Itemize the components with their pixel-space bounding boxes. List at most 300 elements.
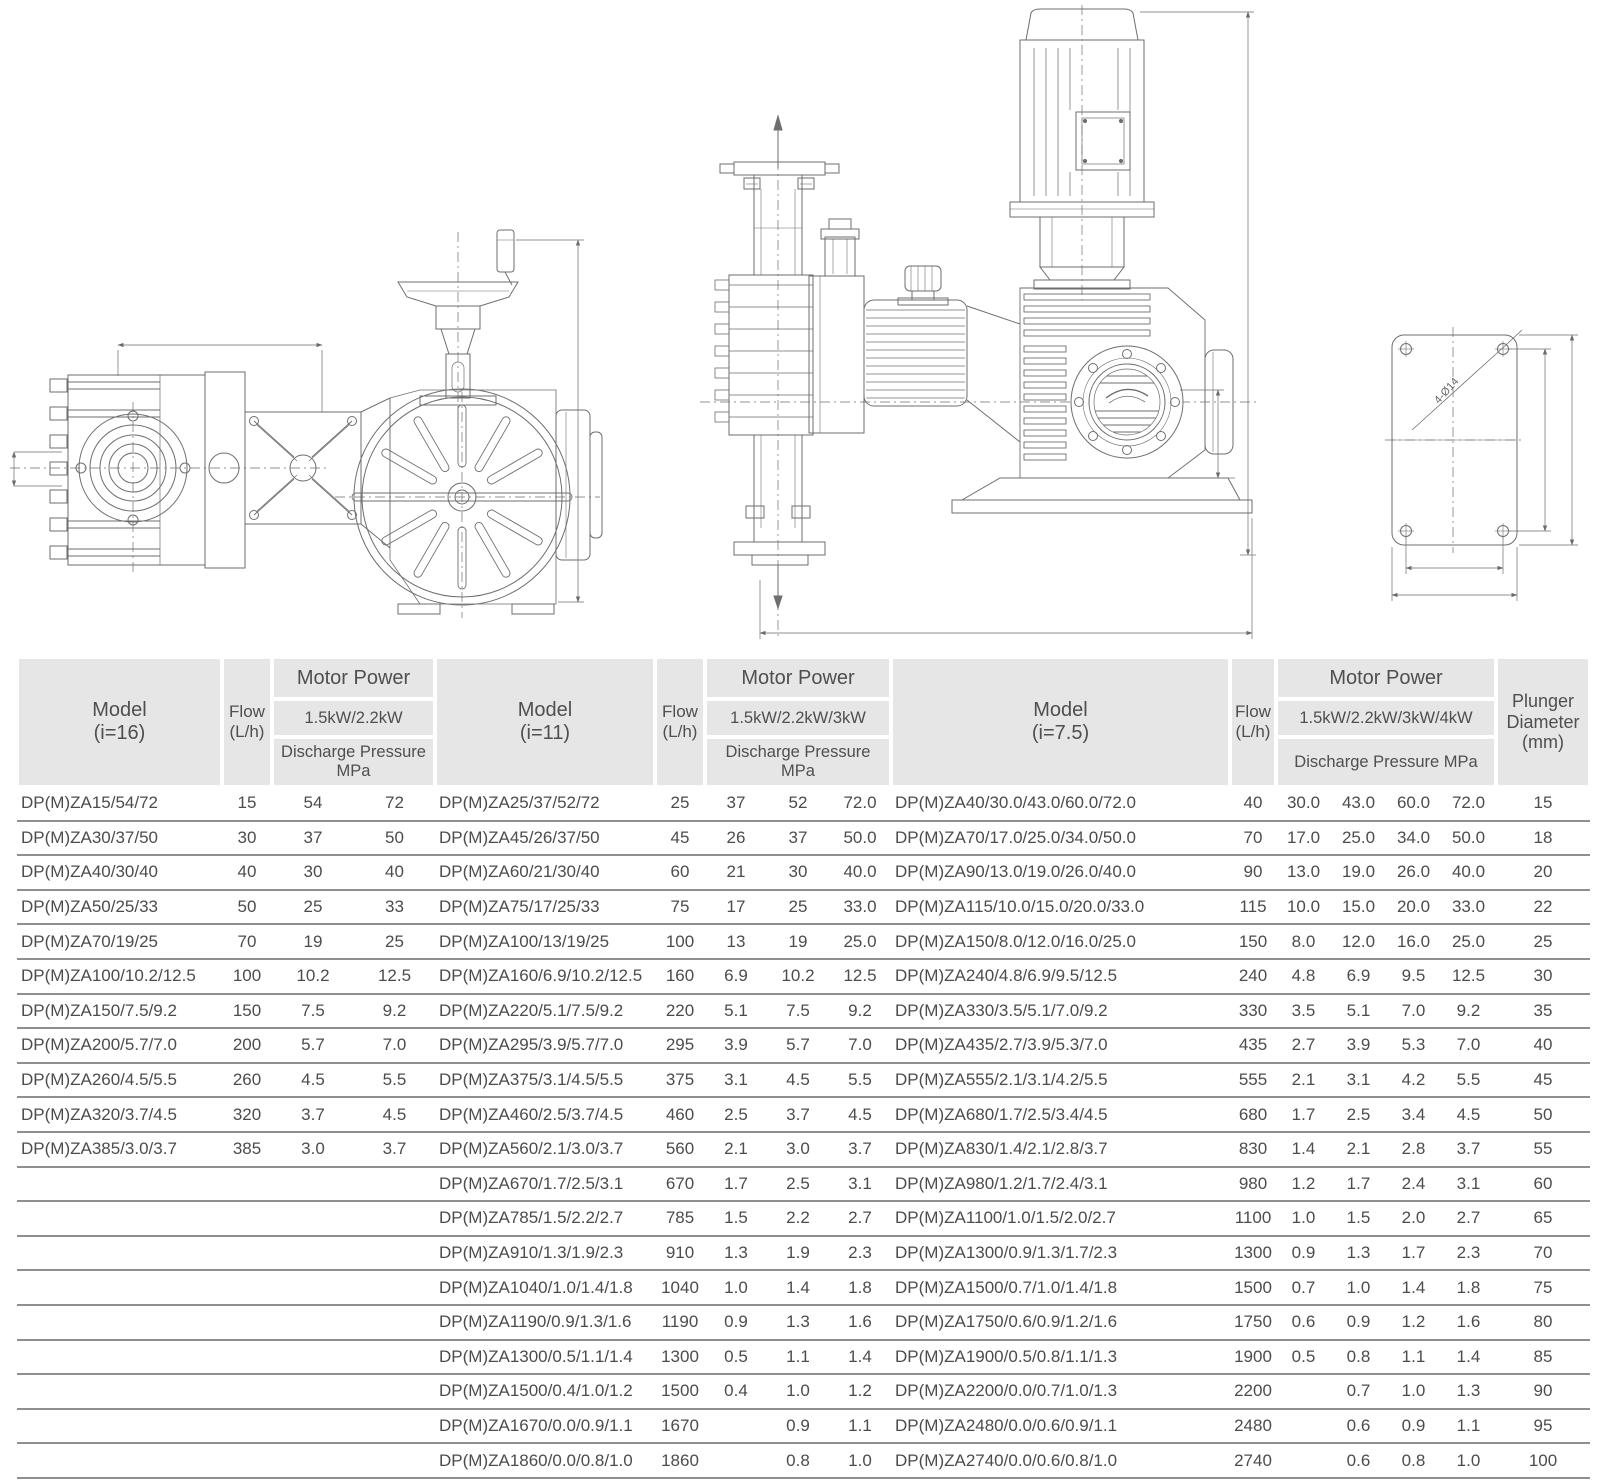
header-flow-i75 — [1230, 657, 1276, 787]
value-cell: 3.4 — [1386, 1098, 1441, 1133]
value-cell: 5.3 — [1386, 1029, 1441, 1064]
value-cell: 25 — [1496, 925, 1590, 960]
model-label: Model — [517, 699, 573, 721]
value-cell: 4.2 — [1386, 1064, 1441, 1099]
value-cell: 90 — [1230, 856, 1276, 891]
header-kw-i16: 1.5kW/2.2kW — [272, 699, 435, 737]
value-cell: 260 — [222, 1064, 272, 1099]
value-cell: 1750 — [1230, 1306, 1276, 1341]
value-cell: 72 — [354, 787, 435, 822]
value-cell: 3.1 — [1441, 1168, 1496, 1203]
ratio-label: (i=16) — [93, 722, 146, 744]
discharge-label-1: Discharge Pressure — [281, 743, 426, 762]
header-plunger-diameter — [1496, 657, 1590, 787]
value-cell: 5.7 — [272, 1029, 354, 1064]
value-cell: 1500 — [655, 1375, 705, 1410]
value-cell: 1.7 — [705, 1168, 767, 1203]
value-cell: 20.0 — [1386, 891, 1441, 926]
value-cell: 2.1 — [1331, 1133, 1386, 1168]
value-cell: 0.5 — [705, 1341, 767, 1376]
value-cell: 5.7 — [767, 1029, 829, 1064]
value-cell: 54 — [272, 787, 354, 822]
value-cell: 33.0 — [1441, 891, 1496, 926]
discharge-label-2: MPa — [781, 762, 815, 780]
model-cell: DP(M)ZA670/1.7/2.5/3.1 — [435, 1168, 655, 1203]
flow-label: Flow — [662, 702, 698, 722]
model-cell: DP(M)ZA115/10.0/15.0/20.0/33.0 — [891, 891, 1230, 926]
model-cell: DP(M)ZA560/2.1/3.0/3.7 — [435, 1133, 655, 1168]
model-cell: DP(M)ZA25/37/52/72 — [435, 787, 655, 822]
table-row — [17, 1410, 1590, 1445]
model-cell: DP(M)ZA70/17.0/25.0/34.0/50.0 — [891, 822, 1230, 857]
value-cell: 2.7 — [829, 1202, 891, 1237]
value-cell: 30.0 — [1276, 787, 1331, 822]
value-cell: 5.5 — [354, 1064, 435, 1099]
model-cell: DP(M)ZA295/3.9/5.7/7.0 — [435, 1029, 655, 1064]
value-cell: 55 — [1496, 1133, 1590, 1168]
value-cell: 375 — [655, 1064, 705, 1099]
value-cell: 10.2 — [767, 960, 829, 995]
value-cell: 1.1 — [1441, 1410, 1496, 1445]
value-cell: 33 — [354, 891, 435, 926]
model-cell: DP(M)ZA1500/0.7/1.0/1.4/1.8 — [891, 1271, 1230, 1306]
value-cell: 1.9 — [767, 1237, 829, 1272]
value-cell: 6.9 — [705, 960, 767, 995]
value-cell: 3.1 — [1331, 1064, 1386, 1099]
value-cell: 15.0 — [1331, 891, 1386, 926]
model-cell: DP(M)ZA2200/0.0/0.7/1.0/1.3 — [891, 1375, 1230, 1410]
table-row — [17, 1444, 1590, 1479]
value-cell: 100 — [655, 925, 705, 960]
value-cell — [1276, 1444, 1331, 1479]
value-cell — [272, 1168, 354, 1203]
value-cell: 1500 — [1230, 1271, 1276, 1306]
value-cell: 9.2 — [829, 995, 891, 1030]
value-cell — [354, 1237, 435, 1272]
value-cell: 0.5 — [1276, 1341, 1331, 1376]
value-cell: 50 — [222, 891, 272, 926]
table-row — [17, 1168, 1590, 1203]
table-row — [17, 856, 1590, 891]
model-cell — [17, 1410, 222, 1445]
value-cell: 3.7 — [1441, 1133, 1496, 1168]
table-row — [17, 1064, 1590, 1099]
value-cell: 21 — [705, 856, 767, 891]
table-row — [17, 1271, 1590, 1306]
header-discharge-i75: Discharge Pressure MPa — [1276, 737, 1496, 787]
value-cell: 50 — [354, 822, 435, 857]
model-cell: DP(M)ZA1190/0.9/1.3/1.6 — [435, 1306, 655, 1341]
value-cell: 1190 — [655, 1306, 705, 1341]
value-cell: 1300 — [1230, 1237, 1276, 1272]
value-cell: 72.0 — [829, 787, 891, 822]
value-cell: 19 — [767, 925, 829, 960]
model-cell: DP(M)ZA220/5.1/7.5/9.2 — [435, 995, 655, 1030]
value-cell: 10.2 — [272, 960, 354, 995]
value-cell: 1.4 — [1276, 1133, 1331, 1168]
value-cell: 40 — [354, 856, 435, 891]
value-cell: 35 — [1496, 995, 1590, 1030]
header-model-i11 — [435, 657, 655, 787]
value-cell: 7.0 — [1441, 1029, 1496, 1064]
model-cell: DP(M)ZA70/19/25 — [17, 925, 222, 960]
header-discharge-i11 — [705, 737, 891, 787]
model-cell: DP(M)ZA90/13.0/19.0/26.0/40.0 — [891, 856, 1230, 891]
value-cell: 45 — [655, 822, 705, 857]
value-cell: 34.0 — [1386, 822, 1441, 857]
value-cell — [354, 1306, 435, 1341]
value-cell: 7.0 — [1386, 995, 1441, 1030]
table-row — [17, 1029, 1590, 1064]
value-cell: 0.8 — [1331, 1341, 1386, 1376]
value-cell: 910 — [655, 1237, 705, 1272]
value-cell — [354, 1375, 435, 1410]
value-cell: 75 — [655, 891, 705, 926]
value-cell — [272, 1375, 354, 1410]
value-cell: 0.6 — [1276, 1306, 1331, 1341]
value-cell: 50.0 — [829, 822, 891, 857]
value-cell: 6.9 — [1331, 960, 1386, 995]
value-cell: 1.6 — [1441, 1306, 1496, 1341]
value-cell: 115 — [1230, 891, 1276, 926]
value-cell: 75 — [1496, 1271, 1590, 1306]
value-cell: 26.0 — [1386, 856, 1441, 891]
value-cell: 25 — [655, 787, 705, 822]
model-cell: DP(M)ZA40/30.0/43.0/60.0/72.0 — [891, 787, 1230, 822]
value-cell: 25.0 — [1441, 925, 1496, 960]
value-cell: 45 — [1496, 1064, 1590, 1099]
value-cell: 1.1 — [829, 1410, 891, 1445]
value-cell: 80 — [1496, 1306, 1590, 1341]
drawing-side-view — [10, 230, 602, 618]
model-cell: DP(M)ZA240/4.8/6.9/9.5/12.5 — [891, 960, 1230, 995]
value-cell: 5.5 — [1441, 1064, 1496, 1099]
value-cell: 3.7 — [829, 1133, 891, 1168]
value-cell: 1.0 — [1276, 1202, 1331, 1237]
value-cell: 3.7 — [767, 1098, 829, 1133]
value-cell: 19 — [272, 925, 354, 960]
value-cell: 15 — [1496, 787, 1590, 822]
model-cell: DP(M)ZA100/13/19/25 — [435, 925, 655, 960]
value-cell: 0.9 — [1386, 1410, 1441, 1445]
value-cell: 460 — [655, 1098, 705, 1133]
value-cell: 1.8 — [1441, 1271, 1496, 1306]
value-cell: 1670 — [655, 1410, 705, 1445]
value-cell: 2.2 — [767, 1202, 829, 1237]
value-cell: 3.5 — [1276, 995, 1331, 1030]
table-row — [17, 1306, 1590, 1341]
model-cell: DP(M)ZA1100/1.0/1.5/2.0/2.7 — [891, 1202, 1230, 1237]
value-cell: 25.0 — [1331, 822, 1386, 857]
value-cell: 1.5 — [705, 1202, 767, 1237]
value-cell: 13.0 — [1276, 856, 1331, 891]
value-cell: 220 — [655, 995, 705, 1030]
value-cell: 2200 — [1230, 1375, 1276, 1410]
value-cell: 1300 — [655, 1341, 705, 1376]
value-cell: 3.7 — [354, 1133, 435, 1168]
ratio-label: (i=11) — [519, 722, 571, 744]
value-cell: 1.3 — [1441, 1375, 1496, 1410]
value-cell: 60 — [655, 856, 705, 891]
value-cell: 150 — [1230, 925, 1276, 960]
value-cell: 9.5 — [1386, 960, 1441, 995]
ratio-label: (i=7.5) — [1031, 722, 1090, 744]
value-cell: 100 — [1496, 1444, 1590, 1479]
value-cell: 9.2 — [354, 995, 435, 1030]
model-cell: DP(M)ZA200/5.7/7.0 — [17, 1029, 222, 1064]
value-cell: 12.0 — [1331, 925, 1386, 960]
value-cell: 40.0 — [829, 856, 891, 891]
value-cell: 2740 — [1230, 1444, 1276, 1479]
value-cell — [222, 1237, 272, 1272]
value-cell: 70 — [1230, 822, 1276, 857]
model-cell: DP(M)ZA435/2.7/3.9/5.3/7.0 — [891, 1029, 1230, 1064]
value-cell — [272, 1202, 354, 1237]
value-cell: 43.0 — [1331, 787, 1386, 822]
value-cell: 60.0 — [1386, 787, 1441, 822]
model-cell: DP(M)ZA1300/0.9/1.3/1.7/2.3 — [891, 1237, 1230, 1272]
value-cell: 30 — [222, 822, 272, 857]
value-cell: 7.5 — [767, 995, 829, 1030]
header-discharge-i16 — [272, 737, 435, 787]
table-row — [17, 1237, 1590, 1272]
model-cell: DP(M)ZA1500/0.4/1.0/1.2 — [435, 1375, 655, 1410]
discharge-label-2: MPa — [336, 762, 371, 780]
model-cell: DP(M)ZA785/1.5/2.2/2.7 — [435, 1202, 655, 1237]
value-cell: 385 — [222, 1133, 272, 1168]
value-cell: 25.0 — [829, 925, 891, 960]
value-cell: 12.5 — [1441, 960, 1496, 995]
model-cell — [17, 1271, 222, 1306]
value-cell: 25 — [767, 891, 829, 926]
model-cell: DP(M)ZA1860/0.0/0.8/1.0 — [435, 1444, 655, 1479]
model-cell: DP(M)ZA460/2.5/3.7/4.5 — [435, 1098, 655, 1133]
value-cell — [354, 1202, 435, 1237]
value-cell: 4.5 — [767, 1064, 829, 1099]
value-cell: 1.3 — [1331, 1237, 1386, 1272]
value-cell: 150 — [222, 995, 272, 1030]
value-cell: 5.1 — [705, 995, 767, 1030]
value-cell: 30 — [1496, 960, 1590, 995]
plunger-label-1: Plunger — [1511, 690, 1575, 711]
model-cell: DP(M)ZA555/2.1/3.1/4.2/5.5 — [891, 1064, 1230, 1099]
model-cell: DP(M)ZA150/8.0/12.0/16.0/25.0 — [891, 925, 1230, 960]
model-cell: DP(M)ZA260/4.5/5.5 — [17, 1064, 222, 1099]
value-cell: 1.0 — [829, 1444, 891, 1479]
value-cell — [222, 1168, 272, 1203]
model-cell: DP(M)ZA385/3.0/3.7 — [17, 1133, 222, 1168]
value-cell: 2.8 — [1386, 1133, 1441, 1168]
model-cell: DP(M)ZA2740/0.0/0.6/0.8/1.0 — [891, 1444, 1230, 1479]
flow-unit-label: (L/h) — [1235, 722, 1271, 741]
value-cell: 2.5 — [705, 1098, 767, 1133]
value-cell: 0.9 — [767, 1410, 829, 1445]
value-cell: 2.7 — [1441, 1202, 1496, 1237]
value-cell: 555 — [1230, 1064, 1276, 1099]
model-cell: DP(M)ZA50/25/33 — [17, 891, 222, 926]
model-cell — [17, 1237, 222, 1272]
value-cell — [354, 1341, 435, 1376]
model-cell — [17, 1202, 222, 1237]
value-cell: 680 — [1230, 1098, 1276, 1133]
value-cell: 9.2 — [1441, 995, 1496, 1030]
model-label: Model — [1033, 699, 1088, 721]
value-cell — [222, 1202, 272, 1237]
model-label: Model — [92, 699, 147, 721]
value-cell: 18 — [1496, 822, 1590, 857]
value-cell: 22 — [1496, 891, 1590, 926]
value-cell: 3.1 — [705, 1064, 767, 1099]
value-cell: 13 — [705, 925, 767, 960]
value-cell: 1.2 — [829, 1375, 891, 1410]
value-cell: 4.5 — [1441, 1098, 1496, 1133]
value-cell: 3.0 — [272, 1133, 354, 1168]
value-cell: 4.5 — [829, 1098, 891, 1133]
value-cell: 37 — [767, 822, 829, 857]
value-cell: 1.0 — [705, 1271, 767, 1306]
flow-label: Flow — [229, 702, 265, 722]
model-cell: DP(M)ZA830/1.4/2.1/2.8/3.7 — [891, 1133, 1230, 1168]
value-cell — [272, 1341, 354, 1376]
plate-bolt-label: 4-Ø14 — [1432, 375, 1462, 407]
value-cell: 40 — [1230, 787, 1276, 822]
value-cell — [1276, 1375, 1331, 1410]
value-cell: 37 — [272, 822, 354, 857]
value-cell: 65 — [1496, 1202, 1590, 1237]
value-cell: 90 — [1496, 1375, 1590, 1410]
value-cell — [222, 1375, 272, 1410]
model-cell — [17, 1375, 222, 1410]
value-cell: 52 — [767, 787, 829, 822]
value-cell: 1.4 — [1386, 1271, 1441, 1306]
value-cell: 1.3 — [767, 1306, 829, 1341]
model-cell: DP(M)ZA680/1.7/2.5/3.4/4.5 — [891, 1098, 1230, 1133]
value-cell: 3.9 — [1331, 1029, 1386, 1064]
value-cell: 17.0 — [1276, 822, 1331, 857]
model-cell: DP(M)ZA1670/0.0/0.9/1.1 — [435, 1410, 655, 1445]
header-kw-i11: 1.5kW/2.2kW/3kW — [705, 699, 891, 737]
value-cell: 320 — [222, 1098, 272, 1133]
value-cell — [705, 1410, 767, 1445]
value-cell: 7.0 — [829, 1029, 891, 1064]
value-cell: 1.8 — [829, 1271, 891, 1306]
value-cell — [354, 1168, 435, 1203]
value-cell — [272, 1237, 354, 1272]
value-cell: 1.4 — [1441, 1341, 1496, 1376]
value-cell: 1.7 — [1331, 1168, 1386, 1203]
header-flow-i16 — [222, 657, 272, 787]
value-cell: 25 — [272, 891, 354, 926]
value-cell: 0.7 — [1331, 1375, 1386, 1410]
value-cell: 1.0 — [767, 1375, 829, 1410]
model-cell: DP(M)ZA1040/1.0/1.4/1.8 — [435, 1271, 655, 1306]
value-cell: 0.6 — [1331, 1410, 1386, 1445]
value-cell — [272, 1444, 354, 1479]
value-cell: 4.8 — [1276, 960, 1331, 995]
table-row — [17, 1341, 1590, 1376]
value-cell — [272, 1410, 354, 1445]
value-cell: 16.0 — [1386, 925, 1441, 960]
value-cell — [705, 1444, 767, 1479]
value-cell: 2480 — [1230, 1410, 1276, 1445]
value-cell: 72.0 — [1441, 787, 1496, 822]
table-row — [17, 891, 1590, 926]
value-cell: 1.5 — [1331, 1202, 1386, 1237]
value-cell: 37 — [705, 787, 767, 822]
model-cell: DP(M)ZA30/37/50 — [17, 822, 222, 857]
value-cell: 85 — [1496, 1341, 1590, 1376]
model-cell: DP(M)ZA980/1.2/1.7/2.4/3.1 — [891, 1168, 1230, 1203]
value-cell: 2.5 — [1331, 1098, 1386, 1133]
value-cell — [222, 1341, 272, 1376]
table-row — [17, 1375, 1590, 1410]
value-cell: 1100 — [1230, 1202, 1276, 1237]
value-cell: 1860 — [655, 1444, 705, 1479]
value-cell: 33.0 — [829, 891, 891, 926]
value-cell: 1.4 — [829, 1341, 891, 1376]
model-cell — [17, 1444, 222, 1479]
value-cell: 1.0 — [1331, 1271, 1386, 1306]
header-model-i16 — [17, 657, 222, 787]
value-cell: 8.0 — [1276, 925, 1331, 960]
table-row — [17, 995, 1590, 1030]
model-cell: DP(M)ZA75/17/25/33 — [435, 891, 655, 926]
value-cell: 2.3 — [1441, 1237, 1496, 1272]
value-cell: 830 — [1230, 1133, 1276, 1168]
value-cell — [354, 1444, 435, 1479]
value-cell: 40 — [1496, 1029, 1590, 1064]
model-cell: DP(M)ZA2480/0.0/0.6/0.9/1.1 — [891, 1410, 1230, 1445]
value-cell: 1.6 — [829, 1306, 891, 1341]
header-model-i75 — [891, 657, 1230, 787]
value-cell: 70 — [1496, 1237, 1590, 1272]
flow-label: Flow — [1235, 702, 1271, 722]
technical-drawings — [0, 0, 1600, 655]
flow-unit-label: (L/h) — [229, 722, 265, 741]
value-cell: 3.1 — [829, 1168, 891, 1203]
value-cell — [272, 1271, 354, 1306]
model-cell: DP(M)ZA910/1.3/1.9/2.3 — [435, 1237, 655, 1272]
value-cell: 17 — [705, 891, 767, 926]
value-cell: 785 — [655, 1202, 705, 1237]
value-cell: 3.7 — [272, 1098, 354, 1133]
value-cell: 1.4 — [767, 1271, 829, 1306]
drawing-front-view — [700, 5, 1260, 640]
spec-table-body — [17, 787, 1590, 1479]
value-cell: 0.8 — [1386, 1444, 1441, 1479]
value-cell: 30 — [272, 856, 354, 891]
table-row — [17, 1133, 1590, 1168]
model-cell: DP(M)ZA1300/0.5/1.1/1.4 — [435, 1341, 655, 1376]
model-cell: DP(M)ZA60/21/30/40 — [435, 856, 655, 891]
value-cell: 5.5 — [829, 1064, 891, 1099]
value-cell: 95 — [1496, 1410, 1590, 1445]
value-cell: 7.5 — [272, 995, 354, 1030]
value-cell: 560 — [655, 1133, 705, 1168]
value-cell: 19.0 — [1331, 856, 1386, 891]
value-cell: 330 — [1230, 995, 1276, 1030]
value-cell: 1040 — [655, 1271, 705, 1306]
header-flow-i11 — [655, 657, 705, 787]
value-cell: 1.1 — [1386, 1341, 1441, 1376]
value-cell: 12.5 — [829, 960, 891, 995]
value-cell: 25 — [354, 925, 435, 960]
value-cell: 100 — [222, 960, 272, 995]
value-cell: 1.1 — [767, 1341, 829, 1376]
value-cell — [222, 1306, 272, 1341]
value-cell: 4.5 — [354, 1098, 435, 1133]
value-cell: 30 — [767, 856, 829, 891]
